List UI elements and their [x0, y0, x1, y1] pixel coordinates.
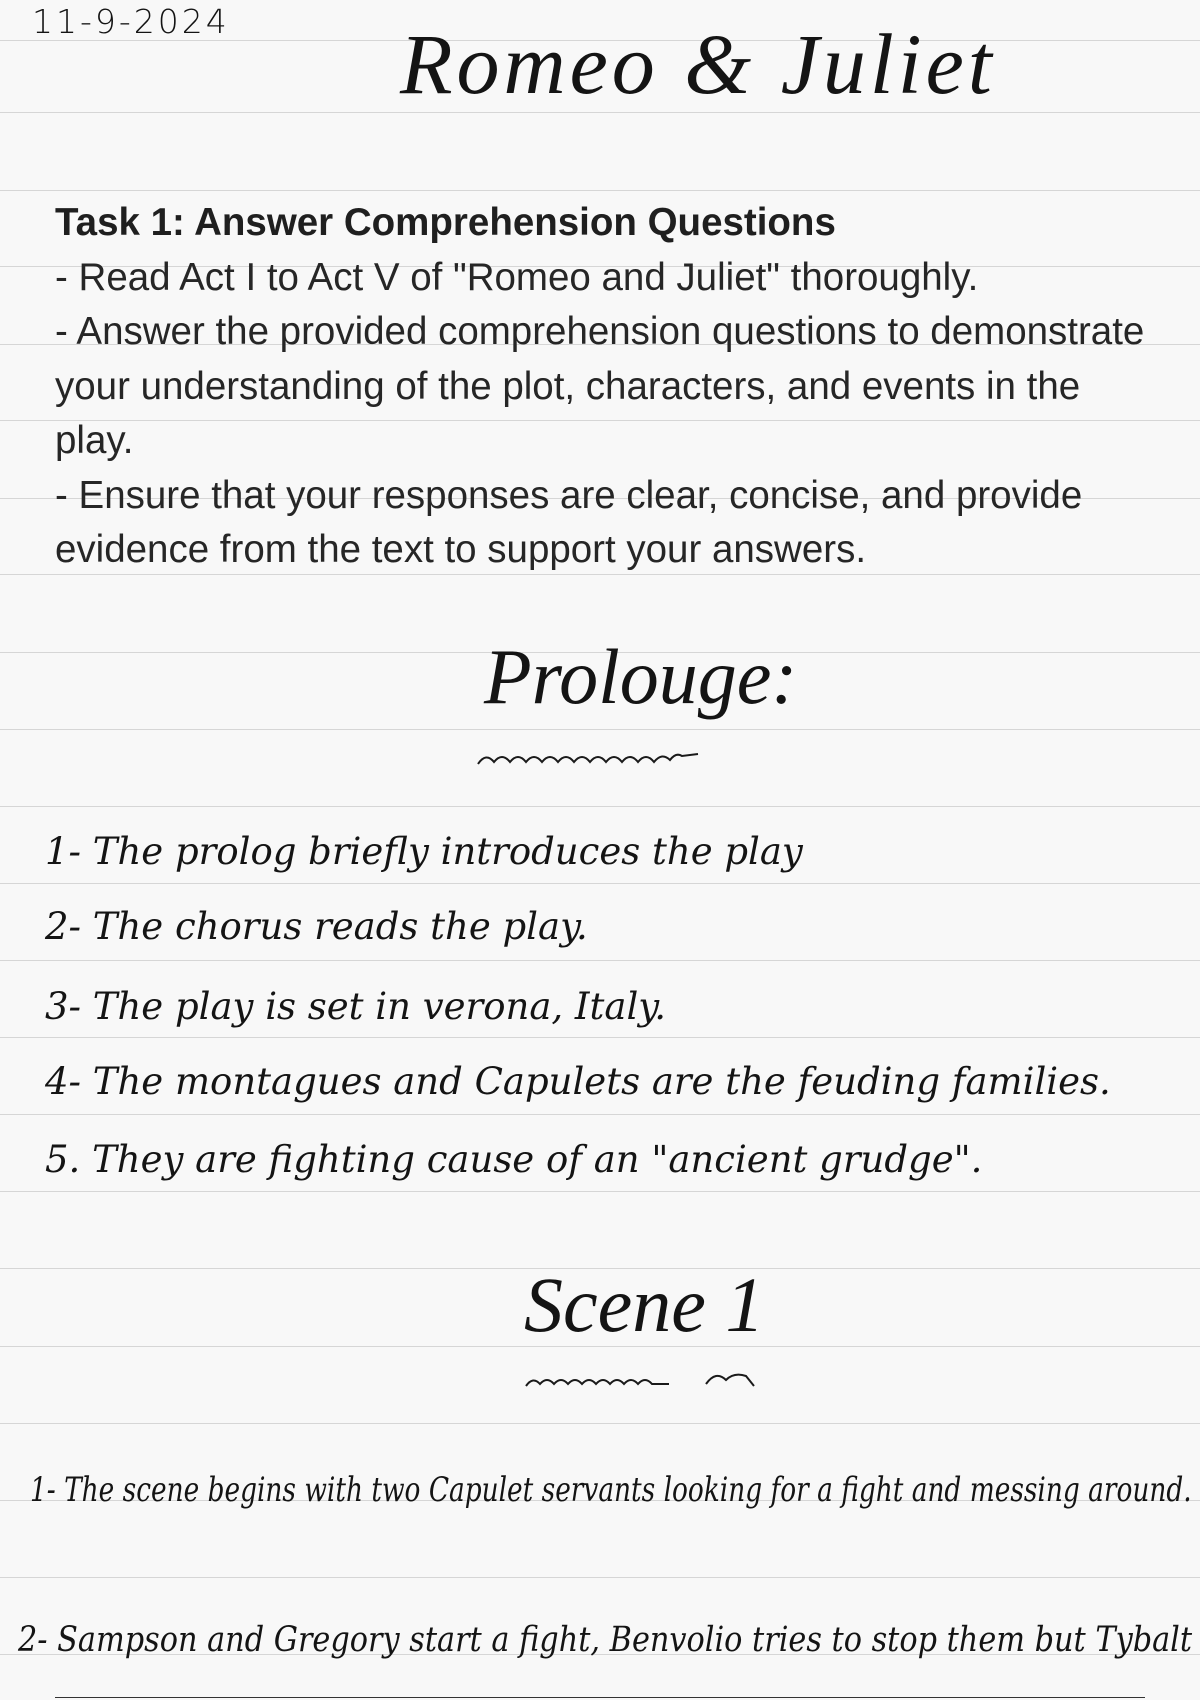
- prologue-underline-squiggle: [476, 740, 706, 770]
- date: 11-9-2024: [32, 2, 230, 41]
- prologue-answer: 1- The prolog briefly introduces the play: [45, 830, 803, 873]
- ruled-line: [0, 806, 1200, 807]
- task-heading: Task 1: Answer Comprehension Questions: [55, 201, 836, 244]
- ruled-line: [0, 729, 1200, 730]
- ruled-line: [0, 1577, 1200, 1578]
- prologue-heading: Prolouge:: [484, 633, 798, 720]
- ruled-line: [0, 960, 1200, 961]
- scene-answer: 2- Sampson and Gregory start a fight, Benvolio tries to stop them but Tybalt: [18, 1620, 1193, 1660]
- scene-underline-squiggle: [524, 1366, 764, 1394]
- prologue-answer: 3- The play is set in verona, Italy.: [45, 985, 667, 1028]
- task-bullet: - Answer the provided comprehension questions to demonstrate your understanding of the plot, characters, and events in the play.: [55, 310, 1145, 462]
- scene-heading: Scene 1: [524, 1261, 765, 1348]
- task-block: [55, 196, 1165, 578]
- prologue-answer: 2- The chorus reads the play.: [45, 905, 588, 948]
- scene-answer: 1- The scene begins with two Capulet servants looking for a fight and messing around.: [30, 1470, 1192, 1510]
- page-title: Romeo & Juliet: [400, 16, 996, 112]
- prologue-answer: 4- The montagues and Capulets are the feuding families.: [45, 1060, 1111, 1103]
- ruled-line: [0, 190, 1200, 191]
- ruled-line: [55, 1697, 1145, 1698]
- ruled-line: [0, 1191, 1200, 1192]
- prologue-answer: 5. They are fighting cause of an "ancient grudge".: [45, 1138, 983, 1181]
- ruled-line: [0, 883, 1200, 884]
- ruled-line: [0, 1037, 1200, 1038]
- ruled-line: [0, 1423, 1200, 1424]
- ruled-line: [0, 1114, 1200, 1115]
- task-bullet: - Ensure that your responses are clear, concise, and provide evidence from the text to support your answers.: [55, 473, 1083, 571]
- task-bullet: - Read Act I to Act V of "Romeo and Juliet" thoroughly.: [55, 255, 979, 299]
